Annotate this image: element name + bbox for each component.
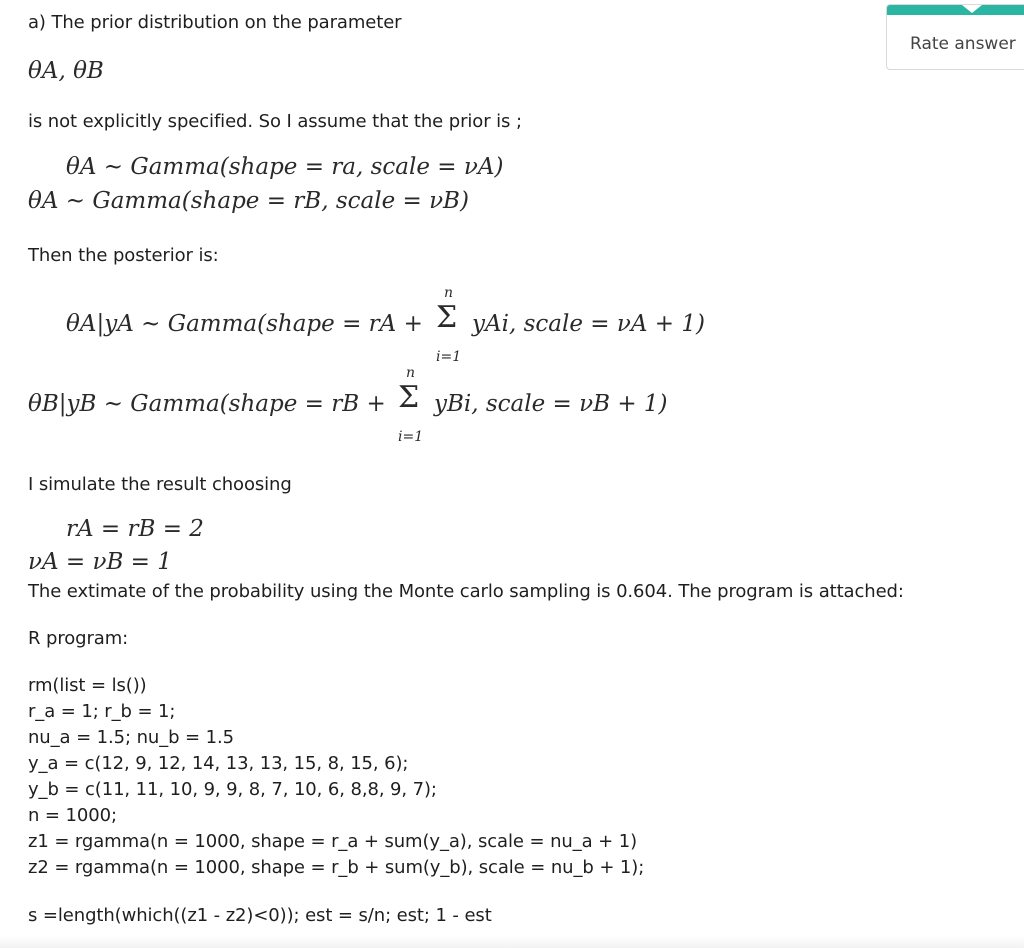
- paragraph-r-program: R program:: [28, 628, 129, 649]
- paragraph-posterior: Then the posterior is:: [28, 245, 219, 266]
- math-choice-nu: νA = νB = 1: [28, 549, 172, 575]
- sum-b-sigma: Σ: [398, 380, 420, 415]
- paragraph-estimate: The extimate of the probability using the Monte carlo sampling is 0.604. The program is attached:: [28, 581, 904, 602]
- code-line: z1 = rgamma(n = 1000, shape = r_a + sum(y_a), scale = nu_a + 1): [28, 831, 638, 852]
- math-prior-a: θA ~ Gamma(shape = ra, scale = νA): [66, 154, 504, 180]
- paragraph-simulate: I simulate the result choosing: [28, 474, 292, 495]
- code-line: s =length(which((z1 - z2)<0)); est = s/n; est; 1 - est: [28, 905, 492, 926]
- math-posterior-b-left: θB|yB ~ Gamma(shape = rB +: [28, 391, 386, 417]
- rate-answer-label: Rate answer: [910, 34, 1016, 54]
- bottom-edge: [0, 936, 1024, 948]
- math-theta-params: θA, θB: [28, 58, 104, 84]
- sum-a-lower: i=1: [436, 349, 462, 365]
- code-line: nu_a = 1.5; nu_b = 1.5: [28, 727, 234, 748]
- sum-b-lower: i=1: [398, 429, 424, 445]
- sum-a-sigma: Σ: [436, 300, 458, 335]
- code-line: r_a = 1; r_b = 1;: [28, 701, 176, 722]
- code-line: y_a = c(12, 9, 12, 14, 13, 13, 15, 8, 15, 6);: [28, 753, 409, 774]
- math-posterior-a-left: θA|yA ~ Gamma(shape = rA +: [66, 311, 423, 337]
- sum-b-upper: n: [406, 365, 416, 381]
- paragraph-intro: a) The prior distribution on the parameter: [28, 12, 402, 33]
- paragraph-assumption: is not explicitly specified. So I assume that the prior is ;: [28, 111, 522, 132]
- math-posterior-b-right: yBi, scale = νB + 1): [434, 391, 668, 417]
- code-line: z2 = rgamma(n = 1000, shape = r_b + sum(y_b), scale = nu_b + 1);: [28, 857, 645, 878]
- code-line: n = 1000;: [28, 805, 117, 826]
- rate-answer-button[interactable]: [886, 4, 1024, 70]
- code-line: y_b = c(11, 11, 10, 9, 9, 8, 7, 10, 6, 8,8, 9, 7);: [28, 779, 437, 800]
- math-choice-r: rA = rB = 2: [66, 516, 204, 542]
- rate-accent-bar: [887, 5, 1024, 15]
- math-posterior-a-right: yAi, scale = νA + 1): [472, 311, 705, 337]
- sum-a-upper: n: [444, 285, 454, 301]
- code-line: rm(list = ls()): [28, 675, 147, 696]
- math-prior-b: θA ~ Gamma(shape = rB, scale = νB): [28, 188, 469, 214]
- caret-icon: [962, 5, 982, 13]
